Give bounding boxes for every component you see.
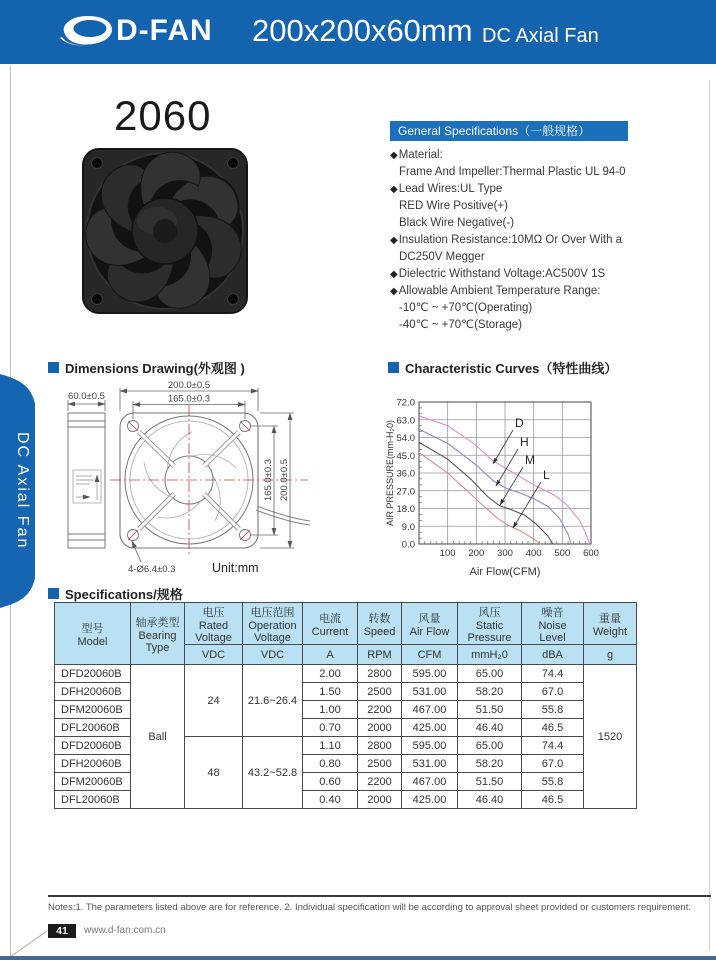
table-row: DFH20060B 0.80 2500 531.00 58.20 67.0	[55, 755, 637, 773]
svg-text:18.0: 18.0	[396, 504, 415, 515]
col-header-model: 型号 Model	[55, 603, 131, 665]
section-bullet-icon	[48, 588, 59, 599]
col-header-rated-voltage: 电压 Rated Voltage	[185, 603, 243, 645]
website-url: www.d-fan.com.cn	[84, 925, 166, 936]
brand-name: D-FAN	[116, 14, 213, 47]
table-row: DFM20060B 1.00 2200 467.00 51.50 55.8	[55, 701, 637, 719]
svg-text:600: 600	[583, 548, 599, 559]
col-header-noise: 噪音 Noise Level	[522, 603, 584, 645]
section-bullet-icon	[388, 362, 399, 373]
general-spec-item: RED Wire Positive(+)	[399, 200, 508, 212]
dim-outer-height: 200.0±0.5	[279, 458, 290, 502]
dim-hole-size: 4-Ø6.4±0.3	[128, 564, 176, 575]
section-title-specs: Specifications/规格	[48, 584, 183, 603]
unit-weight: g	[584, 645, 637, 665]
model-cell: DFL20060B	[55, 719, 131, 737]
unit-operation-voltage: VDC	[243, 645, 303, 665]
specifications-table	[54, 602, 637, 809]
svg-text:200: 200	[468, 548, 485, 559]
general-spec-item: ◆Dielectric Withstand Voltage:AC500V 1S	[390, 268, 606, 280]
col-header-operation-voltage: 电压范围 Operation Voltage	[243, 603, 303, 645]
general-spec-item: ◆Material:	[390, 149, 443, 161]
model-cell: DFD20060B	[55, 737, 131, 755]
svg-text:36.0: 36.0	[396, 468, 415, 480]
general-specs-list	[390, 147, 710, 334]
footer-notes: Notes:1. The parameters listed above are for reference. 2. Individual specification will be according to approval sheet provided or customers requirement.	[48, 902, 691, 913]
page-header	[0, 0, 716, 64]
model-cell: DFL20060B	[55, 791, 131, 809]
col-header-pressure: 风压 Static Pressure	[458, 603, 522, 645]
diamond-bullet-icon: ◆	[390, 150, 398, 161]
curve-L	[419, 453, 541, 545]
curve-label-D: D	[515, 416, 524, 430]
rated-voltage-cell: 48	[185, 737, 243, 809]
unit-rated-voltage: VDC	[185, 645, 243, 665]
table-row: DFL20060B 0.70 2000 425.00 46.40 46.5	[55, 719, 637, 737]
curve-label-M: M	[525, 453, 535, 467]
svg-text:54.0: 54.0	[396, 433, 415, 444]
sidebar-category-tab	[0, 374, 44, 608]
rated-voltage-cell: 24	[185, 665, 243, 737]
unit-noise: dBA	[522, 645, 584, 665]
general-spec-item: ◆Allowable Ambient Temperature Range:	[390, 285, 601, 297]
curve-D	[419, 416, 590, 544]
diamond-bullet-icon: ◆	[390, 184, 398, 195]
general-specs-header: General Specifications（一般规格）	[390, 121, 628, 141]
general-spec-item: -40℃ ~ +70℃(Storage)	[399, 319, 523, 331]
characteristic-curves-chart	[383, 383, 663, 581]
page-subtitle: DC Axial Fan	[482, 25, 599, 47]
model-cell: DFH20060B	[55, 683, 131, 701]
table-row: DFD20060B Ball 24 21.6~26.4 2.00 2800 595.00 65.00 74.4 1520	[55, 665, 637, 683]
table-row: DFD20060B 48 43.2~52.8 1.10 2800 595.00 65.00 74.4	[55, 737, 637, 755]
table-row: DFM20060B 0.60 2200 467.00 51.50 55.8	[55, 773, 637, 791]
dim-unit: Unit:mm	[212, 561, 259, 575]
chart-x-axis-label: Air Flow(CFM)	[469, 566, 541, 578]
fan-product-photo	[82, 148, 248, 314]
weight-cell: 1520	[584, 665, 637, 809]
bearing-cell: Ball	[131, 665, 185, 809]
col-header-weight: 重量 Weight	[584, 603, 637, 645]
svg-text:72.0: 72.0	[396, 397, 415, 409]
general-spec-item: ◆Insulation Resistance:10MΩ Or Over With a	[390, 234, 623, 246]
dim-depth: 60.0±0.5	[68, 391, 105, 402]
svg-text:500: 500	[554, 548, 571, 559]
model-cell: DFM20060B	[55, 773, 131, 791]
curve-label-L: L	[543, 468, 550, 482]
operation-voltage-cell: 43.2~52.8	[243, 737, 303, 809]
table-row: DFL20060B 0.40 2000 425.00 46.40 46.5	[55, 791, 637, 809]
page-number-badge: 41	[48, 924, 76, 938]
svg-text:100: 100	[439, 548, 456, 559]
table-row: DFH20060B 1.50 2500 531.00 58.20 67.0	[55, 683, 637, 701]
general-spec-item: -10℃ ~ +70℃(Operating)	[399, 302, 533, 314]
dim-outer-width: 200.0±0.5	[167, 380, 211, 391]
operation-voltage-cell: 21.6~26.4	[243, 665, 303, 737]
svg-text:63.0: 63.0	[396, 415, 415, 427]
unit-airflow: CFM	[402, 645, 458, 665]
sidebar-tab-label: DC Axial Fan	[14, 432, 31, 550]
section-bullet-icon	[48, 362, 59, 373]
svg-text:400: 400	[525, 548, 542, 559]
diamond-bullet-icon: ◆	[390, 235, 398, 246]
product-series-title: 2060	[114, 92, 212, 139]
diamond-bullet-icon: ◆	[390, 269, 398, 280]
dim-hole-pitch: 165.0±0.3	[167, 393, 211, 405]
dim-hole-pitch-v: 165.0±0.3	[263, 458, 274, 502]
page-title: 200x200x60mm	[252, 13, 473, 48]
col-header-airflow: 风量 Air Flow	[402, 603, 458, 645]
brand-logo	[58, 13, 213, 49]
svg-text:0.0: 0.0	[401, 539, 415, 551]
bottom-edge-bar	[0, 956, 716, 960]
unit-pressure: mmH₂0	[458, 645, 522, 665]
curve-label-H: H	[520, 435, 529, 449]
footer-divider	[48, 895, 711, 897]
col-header-speed: 转数 Speed	[358, 603, 402, 645]
curve-H	[419, 429, 571, 544]
chart-y-axis-label: AIR PRESSURE(mm-H₂0)	[385, 419, 395, 527]
unit-speed: RPM	[358, 645, 402, 665]
svg-text:9.0: 9.0	[401, 521, 415, 533]
dimensions-drawing	[40, 380, 380, 578]
general-spec-item: Frame And Impeller:Thermal Plastic UL 94-0	[399, 166, 626, 178]
general-spec-item: DC250V Megger	[399, 251, 485, 263]
unit-current: A	[303, 645, 358, 665]
general-spec-item: Black Wire Negative(-)	[399, 217, 515, 229]
section-title-curves: Characteristic Curves（特性曲线）	[388, 358, 617, 377]
svg-text:300: 300	[497, 548, 513, 559]
svg-text:27.0: 27.0	[396, 486, 415, 498]
fan-swoosh-icon	[58, 13, 114, 49]
col-header-current: 电流 Current	[303, 603, 358, 645]
col-header-bearing: 轴承类型 Bearing Type	[131, 603, 185, 665]
diamond-bullet-icon: ◆	[390, 286, 398, 297]
svg-text:45.0: 45.0	[396, 450, 415, 462]
general-spec-item: ◆Lead Wires:UL Type	[390, 183, 503, 195]
model-cell: DFM20060B	[55, 701, 131, 719]
model-cell: DFD20060B	[55, 665, 131, 683]
model-cell: DFH20060B	[55, 755, 131, 773]
section-title-dimensions: Dimensions Drawing(外观图 )	[48, 358, 245, 377]
